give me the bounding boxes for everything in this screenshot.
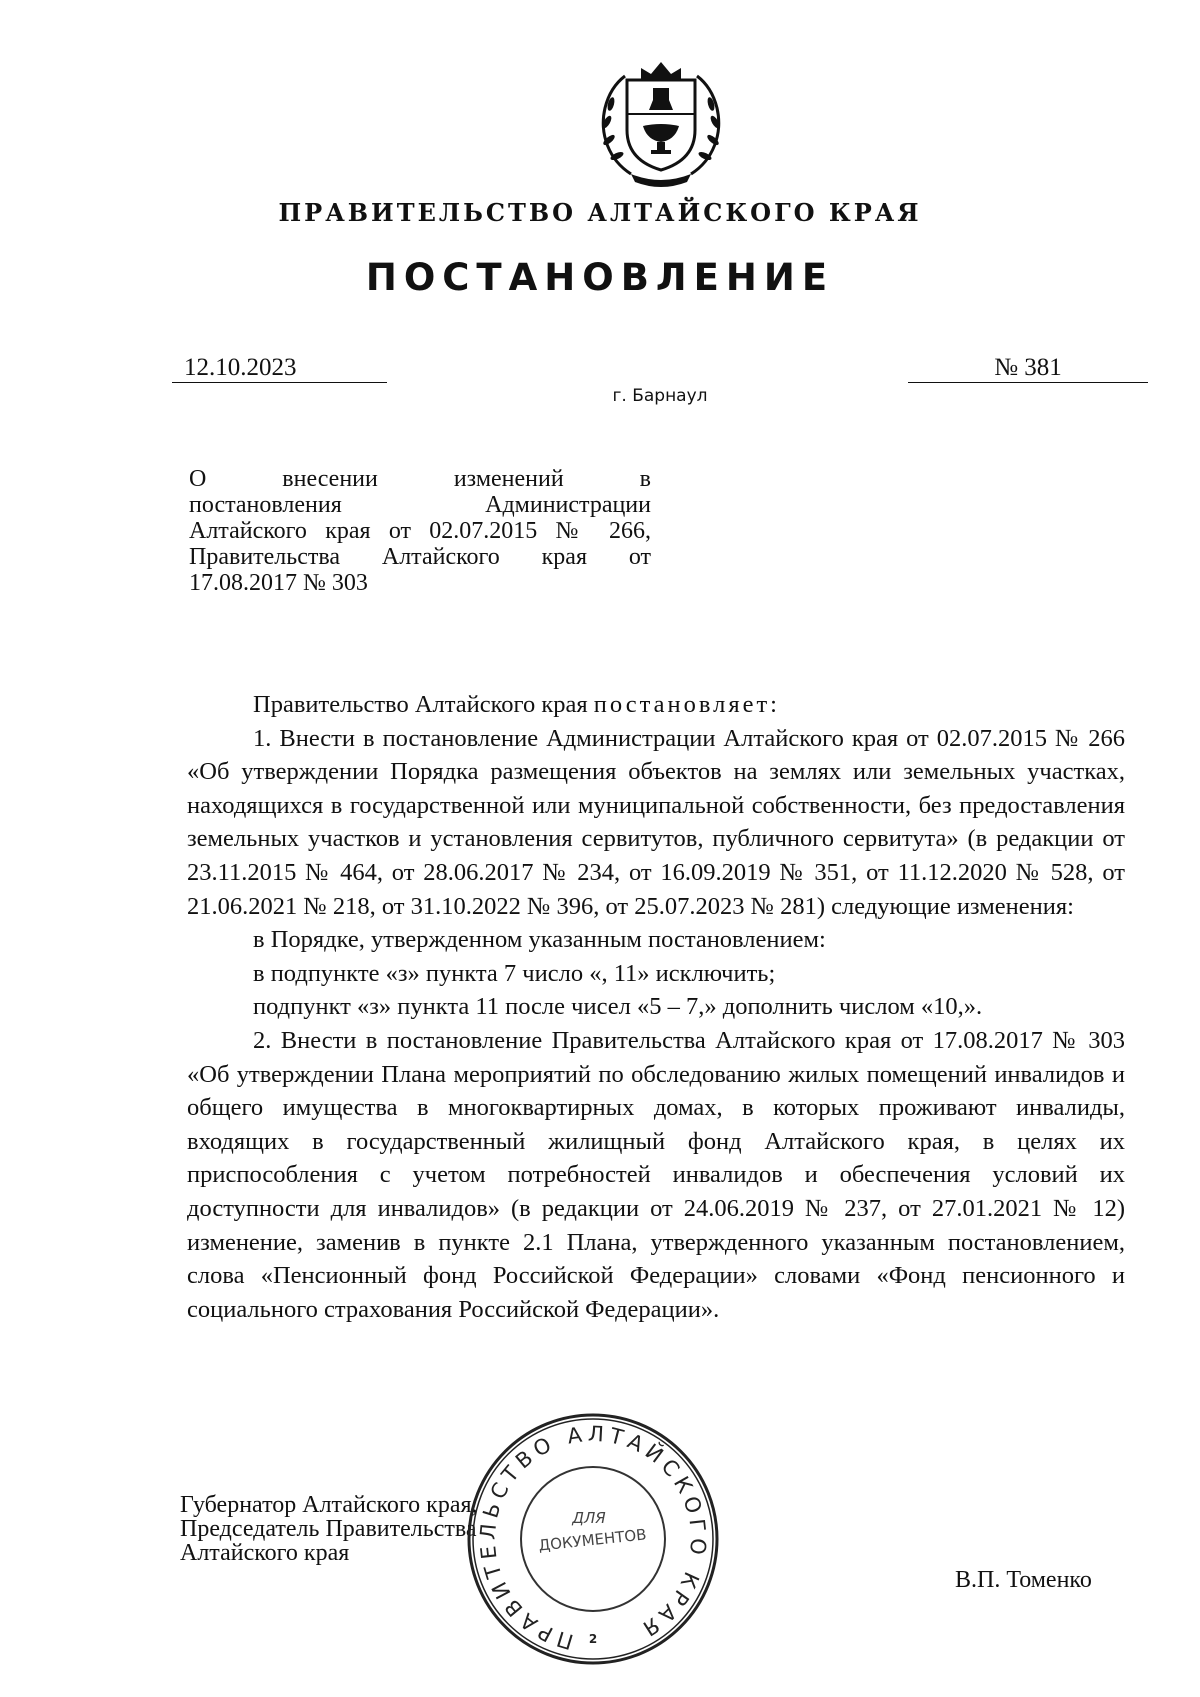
signatory-position bbox=[180, 1493, 478, 1565]
coat-of-arms-icon bbox=[591, 52, 731, 192]
item-1-sub: в Порядке, утвержденном указанным постановлением: bbox=[253, 926, 826, 954]
document-subject bbox=[189, 466, 651, 596]
official-stamp-icon bbox=[463, 1411, 723, 1667]
organization-name: ПРАВИТЕЛЬСТВО АЛТАЙСКОГО КРАЯ bbox=[278, 198, 922, 227]
subject-line: постановления Администрации bbox=[189, 492, 651, 518]
signatory-name: В.П. Томенко bbox=[955, 1567, 1092, 1593]
stamp-center-text: ДОКУМЕНТОВ bbox=[537, 1525, 648, 1555]
position-line: Алтайского края bbox=[180, 1540, 350, 1566]
item-1-sub: в подпункте «з» пункта 7 число «, 11» исключить; bbox=[253, 959, 776, 987]
item-1-sub: подпункт «з» пункта 11 после чисел «5 – 7,» дополнить числом «10,». bbox=[253, 993, 983, 1021]
subject-line: Правительства Алтайского края от bbox=[189, 544, 651, 570]
document-date: 12.10.2023 bbox=[172, 354, 387, 383]
stamp-center-text: ДЛЯ bbox=[572, 1509, 606, 1527]
preamble-action: постановляет: bbox=[593, 691, 780, 718]
position-line: Губернатор Алтайского края, bbox=[180, 1492, 478, 1518]
stamp-ring-text: ПРАВИТЕЛЬСТВО АЛТАЙСКОГО КРАЯ bbox=[475, 1421, 711, 1654]
position-line: Председатель Правительства bbox=[180, 1516, 477, 1542]
city: г. Барнаул bbox=[612, 386, 708, 406]
document-body bbox=[187, 688, 1125, 1326]
document-number: № 381 bbox=[908, 354, 1148, 383]
item-1: 1. Внести в постановление Администрации Алтайского края от 02.07.2015 № 266 «Об утверждении Порядка размещения объектов на землях или земельных участках, находящихся в государственной или муниципальной собственности, без предоставления земельных участков и установления сервитутов, публичного сервитута» (в редакции от 23.11.2015 № 464, от 28.06.2017 № 234, от 16.09.2019 № 351, от 11.12.2020 № 528, от 21.06.2021 № 218, от 31.10.2022 № 396, от 25.07.2023 № 281) следующие изменения: bbox=[187, 724, 1125, 920]
preamble-text: Правительство Алтайского края bbox=[253, 691, 594, 718]
preamble bbox=[187, 688, 1125, 722]
item-2: 2. Внести в постановление Правительства Алтайского края от 17.08.2017 № 303 «Об утверждении Плана мероприятий по обследованию жилых помещений инвалидов и общего имущества в многоквартирных домах, в которых проживают инвалиды, входящих в государственный жилищный фонд Алтайского края, в целях их приспособления с учетом потребностей инвалидов и обеспечения условий их доступности для инвалидов» (в редакции от 24.06.2019 № 237, от 27.01.2021 № 12) изменение, заменив в пункте 2.1 Плана, утвержденного указанным постановлением, слова «Пенсионный фонд Российской Федерации» словами «Фонд пенсионного и социального страхования Российской Федерации». bbox=[187, 1026, 1125, 1323]
subject-line: 17.08.2017 № 303 bbox=[189, 570, 368, 596]
stamp-number: 2 bbox=[588, 1632, 598, 1646]
document-type: ПОСТАНОВЛЕНИЕ bbox=[365, 256, 835, 299]
subject-line: О внесении изменений в bbox=[189, 466, 651, 492]
subject-line: Алтайского края от 02.07.2015 № 266, bbox=[189, 518, 651, 544]
